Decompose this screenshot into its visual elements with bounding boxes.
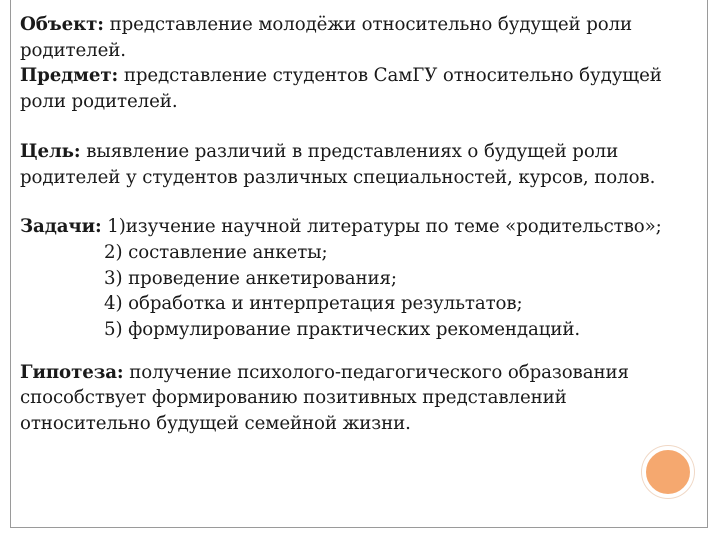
tasks-first-item: 1)изучение научной литературы по теме «родительство»; (101, 216, 662, 238)
tasks-label: Задачи: (20, 216, 102, 238)
spacer (20, 343, 692, 360)
object-label: Объект: (20, 14, 104, 35)
goal-text: выявление различий в представлениях о будущей роли родителей у студентов различных специальностей, курсов, полов. (20, 140, 656, 188)
goal-paragraph (20, 139, 692, 190)
task-item: 2) составление анкеты; (104, 241, 328, 263)
task-item: 4) обработка и интерпретация результатов; (104, 293, 523, 315)
subject-paragraph (20, 63, 692, 114)
subject-text: представление студентов СамГУ относительно будущей роли родителей. (20, 65, 662, 113)
object-paragraph (20, 12, 692, 63)
slide-content (20, 12, 692, 437)
task-item: 3) проведение анкетирования; (104, 267, 397, 289)
tasks-paragraph (20, 214, 692, 240)
goal-label: Цель: (20, 140, 81, 162)
spacer (20, 190, 692, 214)
subject-label: Предмет: (20, 65, 119, 87)
hypothesis-label: Гипотеза: (20, 361, 124, 383)
hypothesis-paragraph (20, 360, 692, 437)
hypothesis-text: получение психолого-педагогического образования способствует формированию позитивных представлений относительно будущей семейной жизни. (20, 361, 629, 435)
task-item: 5) формулирование практических рекомендаций. (104, 319, 581, 341)
spacer (20, 115, 692, 139)
decorative-circle (642, 446, 694, 498)
object-text: представление молодёжи относительно будущей роли родителей. (20, 14, 633, 61)
